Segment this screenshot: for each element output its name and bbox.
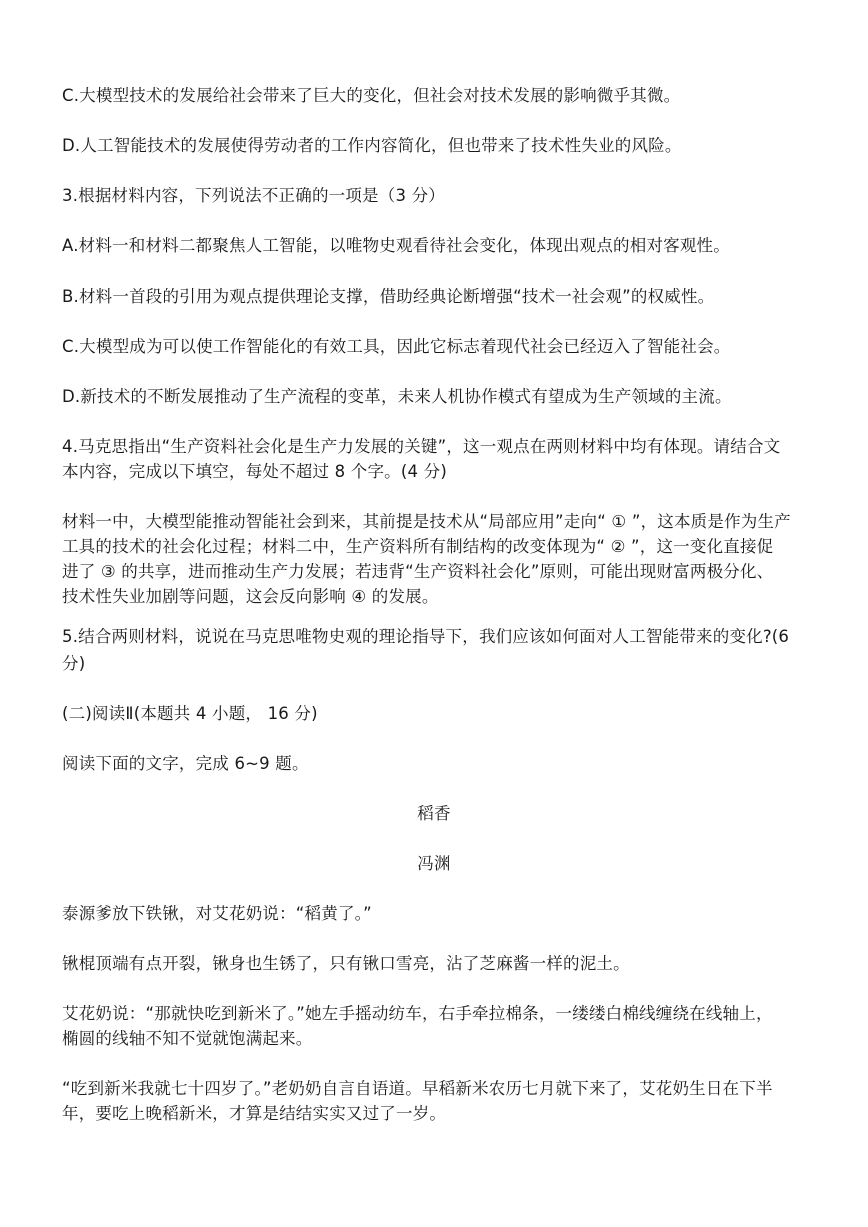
section-instruction: 阅读下面的文字，完成 6~9 题。 — [62, 754, 309, 773]
section-heading: (二)阅读Ⅱ(本题共 4 小题， 16 分) — [62, 704, 318, 723]
story-paragraph-1: 泰源爹放下铁锹，对艾花奶说：“稻黄了。” — [62, 904, 372, 923]
story-paragraph-3-line-1: 艾花奶说：“那就快吃到新米了。”她左手摇动纺车，右手牵拉棉条，一缕缕白棉线缠绕在线轴上， — [62, 1004, 773, 1023]
q3-option-a: A.材料一和材料二都聚焦人工智能，以唯物史观看待社会变化，体现出观点的相对客观性。 — [62, 236, 730, 255]
story-paragraph-3-line-2: 椭圆的线轴不知不觉就饱满起来。 — [62, 1029, 313, 1048]
story-author: 冯渊 — [417, 854, 451, 873]
story-title: 稻香 — [417, 804, 451, 823]
q4-fill-line-3: 进了 ③ 的共享，进而推动生产力发展；若违背“生产资料社会化”原则，可能出现财富两极分化、 — [62, 562, 774, 581]
q2-option-d: D.人工智能技术的发展使得劳动者的工作内容简化，但也带来了技术性失业的风险。 — [62, 136, 682, 155]
q4-stem-line-2: 本内容，完成以下填空，每处不超过 8 个字。(4 分) — [62, 462, 448, 481]
q4-fill-line-4: 技术性失业加剧等问题，这会反向影响 ④ 的发展。 — [62, 587, 439, 606]
q3-stem: 3.根据材料内容，下列说法不正确的一项是（3 分） — [62, 186, 445, 205]
q5-stem-line-1: 5.结合两则材料，说说在马克思唯物史观的理论指导下，我们应该如何面对人工智能带来的变化?(6 — [62, 627, 790, 646]
q4-fill-line-2: 工具的技术的社会化过程；材料二中，生产资料所有制结构的改变体现为“ ② ”，这一变化直接促 — [62, 537, 774, 556]
q5-stem-line-2: 分) — [62, 654, 86, 673]
q4-stem-line-1: 4.马克思指出“生产资料社会化是生产力发展的关键”，这一观点在两则材料中均有体现。请结合文 — [62, 437, 781, 456]
q4-fill-line-1: 材料一中，大模型能推动智能社会到来，其前提是技术从“局部应用”走向“ ① ”，这本质是作为生产 — [62, 512, 791, 531]
q3-option-c: C.大模型成为可以使工作智能化的有效工具，因此它标志着现代社会已经迈入了智能社会。 — [62, 337, 731, 356]
q3-option-d: D.新技术的不断发展推动了生产流程的变革，未来人机协作模式有望成为生产领域的主流。 — [62, 387, 732, 406]
q2-option-c: C.大模型技术的发展给社会带来了巨大的变化，但社会对技术发展的影响微乎其微。 — [62, 86, 681, 105]
story-paragraph-4-line-1: “吃到新米我就七十四岁了。”老奶奶自言自语道。早稻新米农历七月就下来了，艾花奶生日在下半 — [62, 1079, 773, 1098]
story-paragraph-4-line-2: 年，要吃上晚稻新米，才算是结结实实又过了一岁。 — [62, 1104, 447, 1123]
story-paragraph-2: 锹棍顶端有点开裂，锹身也生锈了，只有锹口雪亮，沾了芝麻酱一样的泥土。 — [62, 954, 630, 973]
q3-option-b: B.材料一首段的引用为观点提供理论支撑，借助经典论断增强“技术一社会观”的权威性。 — [62, 287, 715, 306]
